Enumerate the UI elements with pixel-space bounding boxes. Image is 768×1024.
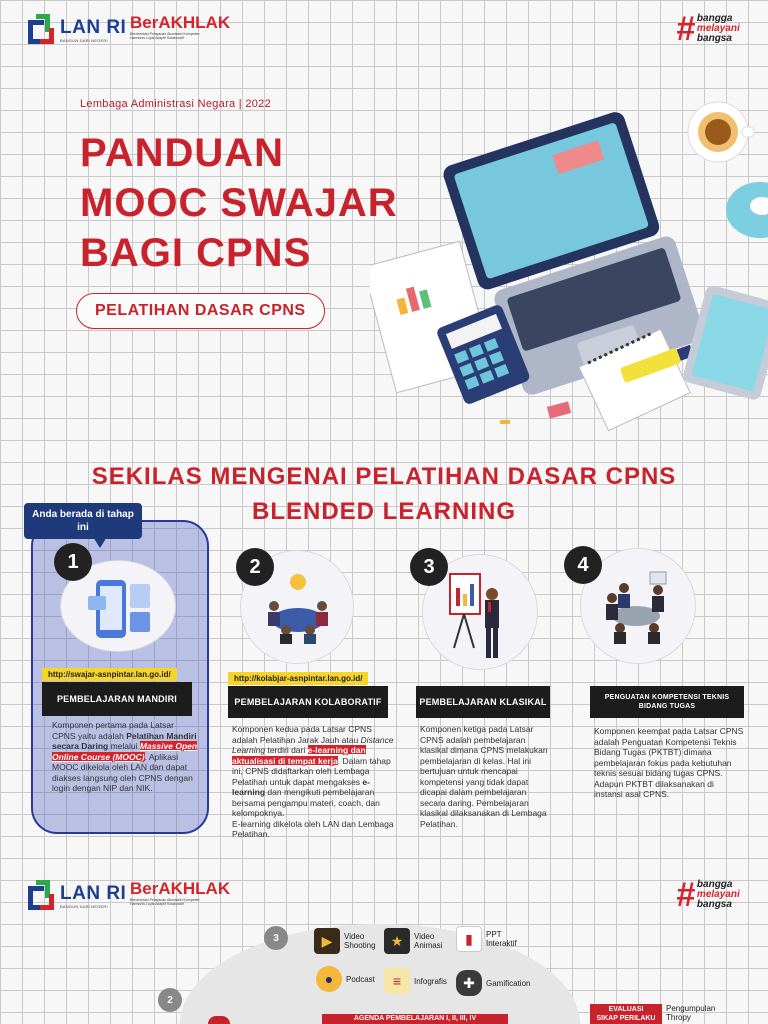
media-1-label-1: Video: [414, 932, 435, 941]
video-shooting-icon: ▶: [314, 928, 340, 954]
hashtag-icon-2: #: [676, 876, 695, 914]
step-1-url[interactable]: http://swajar-asnpintar.lan.go.id/: [42, 668, 177, 681]
meeting-icon: [596, 566, 680, 646]
evaluasi-line-2: SIKAP PERILAKU: [596, 1015, 656, 1022]
step-2-label: PEMBELAJARAN KOLABORATIF: [228, 686, 388, 718]
title-line-3: BAGI CPNS: [80, 231, 312, 275]
main-title: [80, 128, 398, 278]
agenda-bar: AGENDA PEMBELAJARAN I, II, III, IV: [322, 1014, 508, 1024]
bangga-melayani-logo: [676, 10, 740, 48]
berakhlak-title-2: BerAKHLAK: [130, 879, 231, 898]
media-0-label-1: Video: [344, 932, 365, 941]
evaluasi-line-1: EVALUASI: [608, 1006, 644, 1013]
step-2-desc-c: terdiri dari: [265, 745, 308, 755]
step-2-desc-g: dan mengikuti pembelajaran bersama pengampu materi, coach, dan kelompoknya.: [232, 787, 380, 818]
berakhlak-sub-1: Berorientasi Pelayanan Akuntabel Kompeten: [130, 32, 200, 36]
step-1-desc-b: Pelatihan Mandiri secara Daring: [52, 730, 197, 751]
step-4-description: Komponen keempat pada Latsar CPNS adalah Penguatan Kompetensi Teknis Bidang Tugas (PKTBT) dimana pembelajaran fokus pada kebutuhan teknis sesuai bidang tugas CPNS. Adapun PKTBT dilaksanakan di instansi asal CPNS.: [594, 726, 744, 799]
step-2-desc-f: e-learning: [232, 776, 370, 797]
step-4-label: [590, 686, 744, 718]
hashtag-icon: #: [676, 10, 695, 48]
pencil-icon: [500, 420, 510, 424]
video-animation-icon: ★: [384, 928, 410, 954]
subtitle-pill: PELATIHAN DASAR CPNS: [76, 293, 325, 329]
media-video-shooting: [314, 928, 376, 954]
org-line: Lembaga Administrasi Negara | 2022: [80, 98, 271, 110]
berakhlak-sub-2: Harmonis Loyal Adaptif Kolaboratif: [130, 36, 184, 40]
presentation-icon: ▮: [456, 926, 482, 952]
step-4-label-1: PENGUATAN KOMPETENSI TEKNIS: [604, 694, 730, 701]
callout-tail: [90, 532, 110, 548]
step-2-url[interactable]: http://kolabjar-asnpintar.lan.go.id/: [228, 672, 368, 685]
media-3-label-1: Podcast: [346, 974, 375, 984]
step-1-number: 1: [54, 543, 92, 581]
infographic-icon: ≡: [384, 968, 410, 994]
media-5-label-1: Gamification: [486, 978, 531, 988]
step-2-desc-d: e-learning dan aktualisasi di tempat kerja: [232, 745, 366, 766]
pengumpulan-label: [666, 1004, 715, 1022]
section-title-line-1: SEKILAS MENGENAI PELATIHAN DASAR CPNS: [91, 463, 677, 490]
microphone-icon: ●: [316, 966, 342, 992]
pengumpulan-line-2: Thropy: [666, 1013, 691, 1022]
title-line-2: MOOC SWAJAR: [80, 181, 398, 225]
step-3-description: Komponen ketiga pada Latsar CPNS adalah pembelajaran klasikal dimana CPNS melakukan pembelajaran di kelas. Hal ini bertujuan untuk mencapai kompetensi yang tidak dapat dicapai dalam pembelajaran secara daring. Pembelajaran klasikal dilaksanakan di Lembaga Pelatihan.: [420, 724, 548, 829]
step-2-desc-h: E-learning dikelola oleh LAN dan Lembaga Pelatihan.: [232, 818, 394, 839]
lan-ri-subtitle: BANGUN DARI NEGERI: [60, 37, 108, 43]
mobile-app-icon: [86, 576, 156, 644]
bangga-melayani-logo-2: [676, 876, 740, 914]
evaluasi-box: [590, 1004, 662, 1024]
media-2-label-1: PPT: [486, 930, 502, 939]
step-4-label-2: BIDANG TUGAS: [638, 703, 696, 710]
lan-ri-logo: [28, 14, 126, 46]
bangga-line-1-2: bangga: [696, 879, 733, 890]
media-2-label-2: Interaktif: [486, 939, 517, 948]
step-1-description: [52, 720, 198, 794]
step-2-desc-b: Distance Learning: [232, 734, 394, 755]
lan-ri-subtitle-2: BANGUN DARI NEGERI: [60, 903, 108, 909]
stage-3-dot: 3: [264, 926, 288, 950]
step-4-number: 4: [564, 546, 602, 584]
bottom-oval-background: [180, 900, 580, 1024]
step-3-number: 3: [410, 548, 448, 586]
step-2-desc-e: . Dalam tahap ini, CPNS didaftarkan oleh Lembaga Pelatihan untuk dapat mengakses: [232, 755, 391, 787]
lan-ri-logo-2: [28, 880, 126, 912]
step-1-desc-d: Massive Open Online Course (MOOC): [52, 741, 198, 762]
step-2-desc-a: Komponen kedua pada Latsar CPNS adalah Pelatihan Jarak Jauh atau: [232, 724, 372, 745]
presentation-teacher-icon: [444, 568, 514, 664]
media-infografis: [384, 968, 447, 994]
berakhlak-logo: [130, 14, 230, 40]
tablet-icon: [682, 284, 768, 401]
media-video-animasi: [384, 928, 442, 954]
media-1-label-2: Animasi: [414, 941, 443, 950]
lan-ri-title: LAN RI: [60, 16, 127, 38]
berakhlak-sub-1-2: Berorientasi Pelayanan Akuntabel Kompeten: [130, 898, 200, 902]
desk-illustration: [370, 92, 768, 432]
collaboration-icon: [258, 570, 338, 644]
pengumpulan-line-1: Pengumpulan: [666, 1004, 716, 1013]
step-1-desc-e: . Aplikasi MOOC dikelola oleh LAN dan dapat diakses langsung oleh CPNS dengan login dengan NIP dan NIK.: [52, 751, 193, 793]
current-step-callout: Anda berada di tahap ini: [24, 503, 142, 539]
media-ppt-interaktif: [456, 926, 517, 952]
stage-2-dot: 2: [158, 988, 182, 1012]
step-1-label: PEMBELAJARAN MANDIRI: [42, 682, 192, 716]
lan-ri-mark-icon-2: [28, 880, 56, 912]
bangga-line-1: bangga: [696, 13, 733, 24]
bangga-line-3-2: bangsa: [696, 899, 732, 910]
bangga-line-2-2: melayani: [696, 889, 740, 900]
berakhlak-sub-2-2: Harmonis Loyal Adaptif Kolaboratif: [130, 902, 184, 906]
section-title-line-2: BLENDED LEARNING: [251, 498, 516, 525]
coffee-cup-icon: [688, 102, 754, 162]
lan-ri-title-2: LAN RI: [60, 882, 127, 904]
media-0-label-2: Shooting: [344, 941, 376, 950]
red-marker-icon: [208, 1016, 230, 1024]
step-1-desc-c: melalui: [108, 741, 140, 751]
step-2-description: [232, 724, 394, 840]
mouse-icon: [726, 182, 768, 238]
step-2-number: 2: [236, 548, 274, 586]
media-4-label-1: Infografis: [414, 976, 447, 986]
media-gamification: [456, 970, 530, 996]
title-line-1: PANDUAN: [80, 131, 285, 175]
gamepad-icon: ✚: [456, 970, 482, 996]
step-3-label: PEMBELAJARAN KLASIKAL: [416, 686, 550, 718]
berakhlak-title: BerAKHLAK: [130, 13, 231, 32]
media-podcast: [316, 966, 375, 992]
lan-ri-mark-icon: [28, 14, 56, 46]
step-1-desc-a: Komponen pertama pada Latsar CPNS yaitu adalah: [52, 720, 174, 741]
eraser-icon: [547, 401, 571, 418]
bangga-line-2: melayani: [696, 23, 740, 34]
bangga-line-3: bangsa: [696, 33, 732, 44]
